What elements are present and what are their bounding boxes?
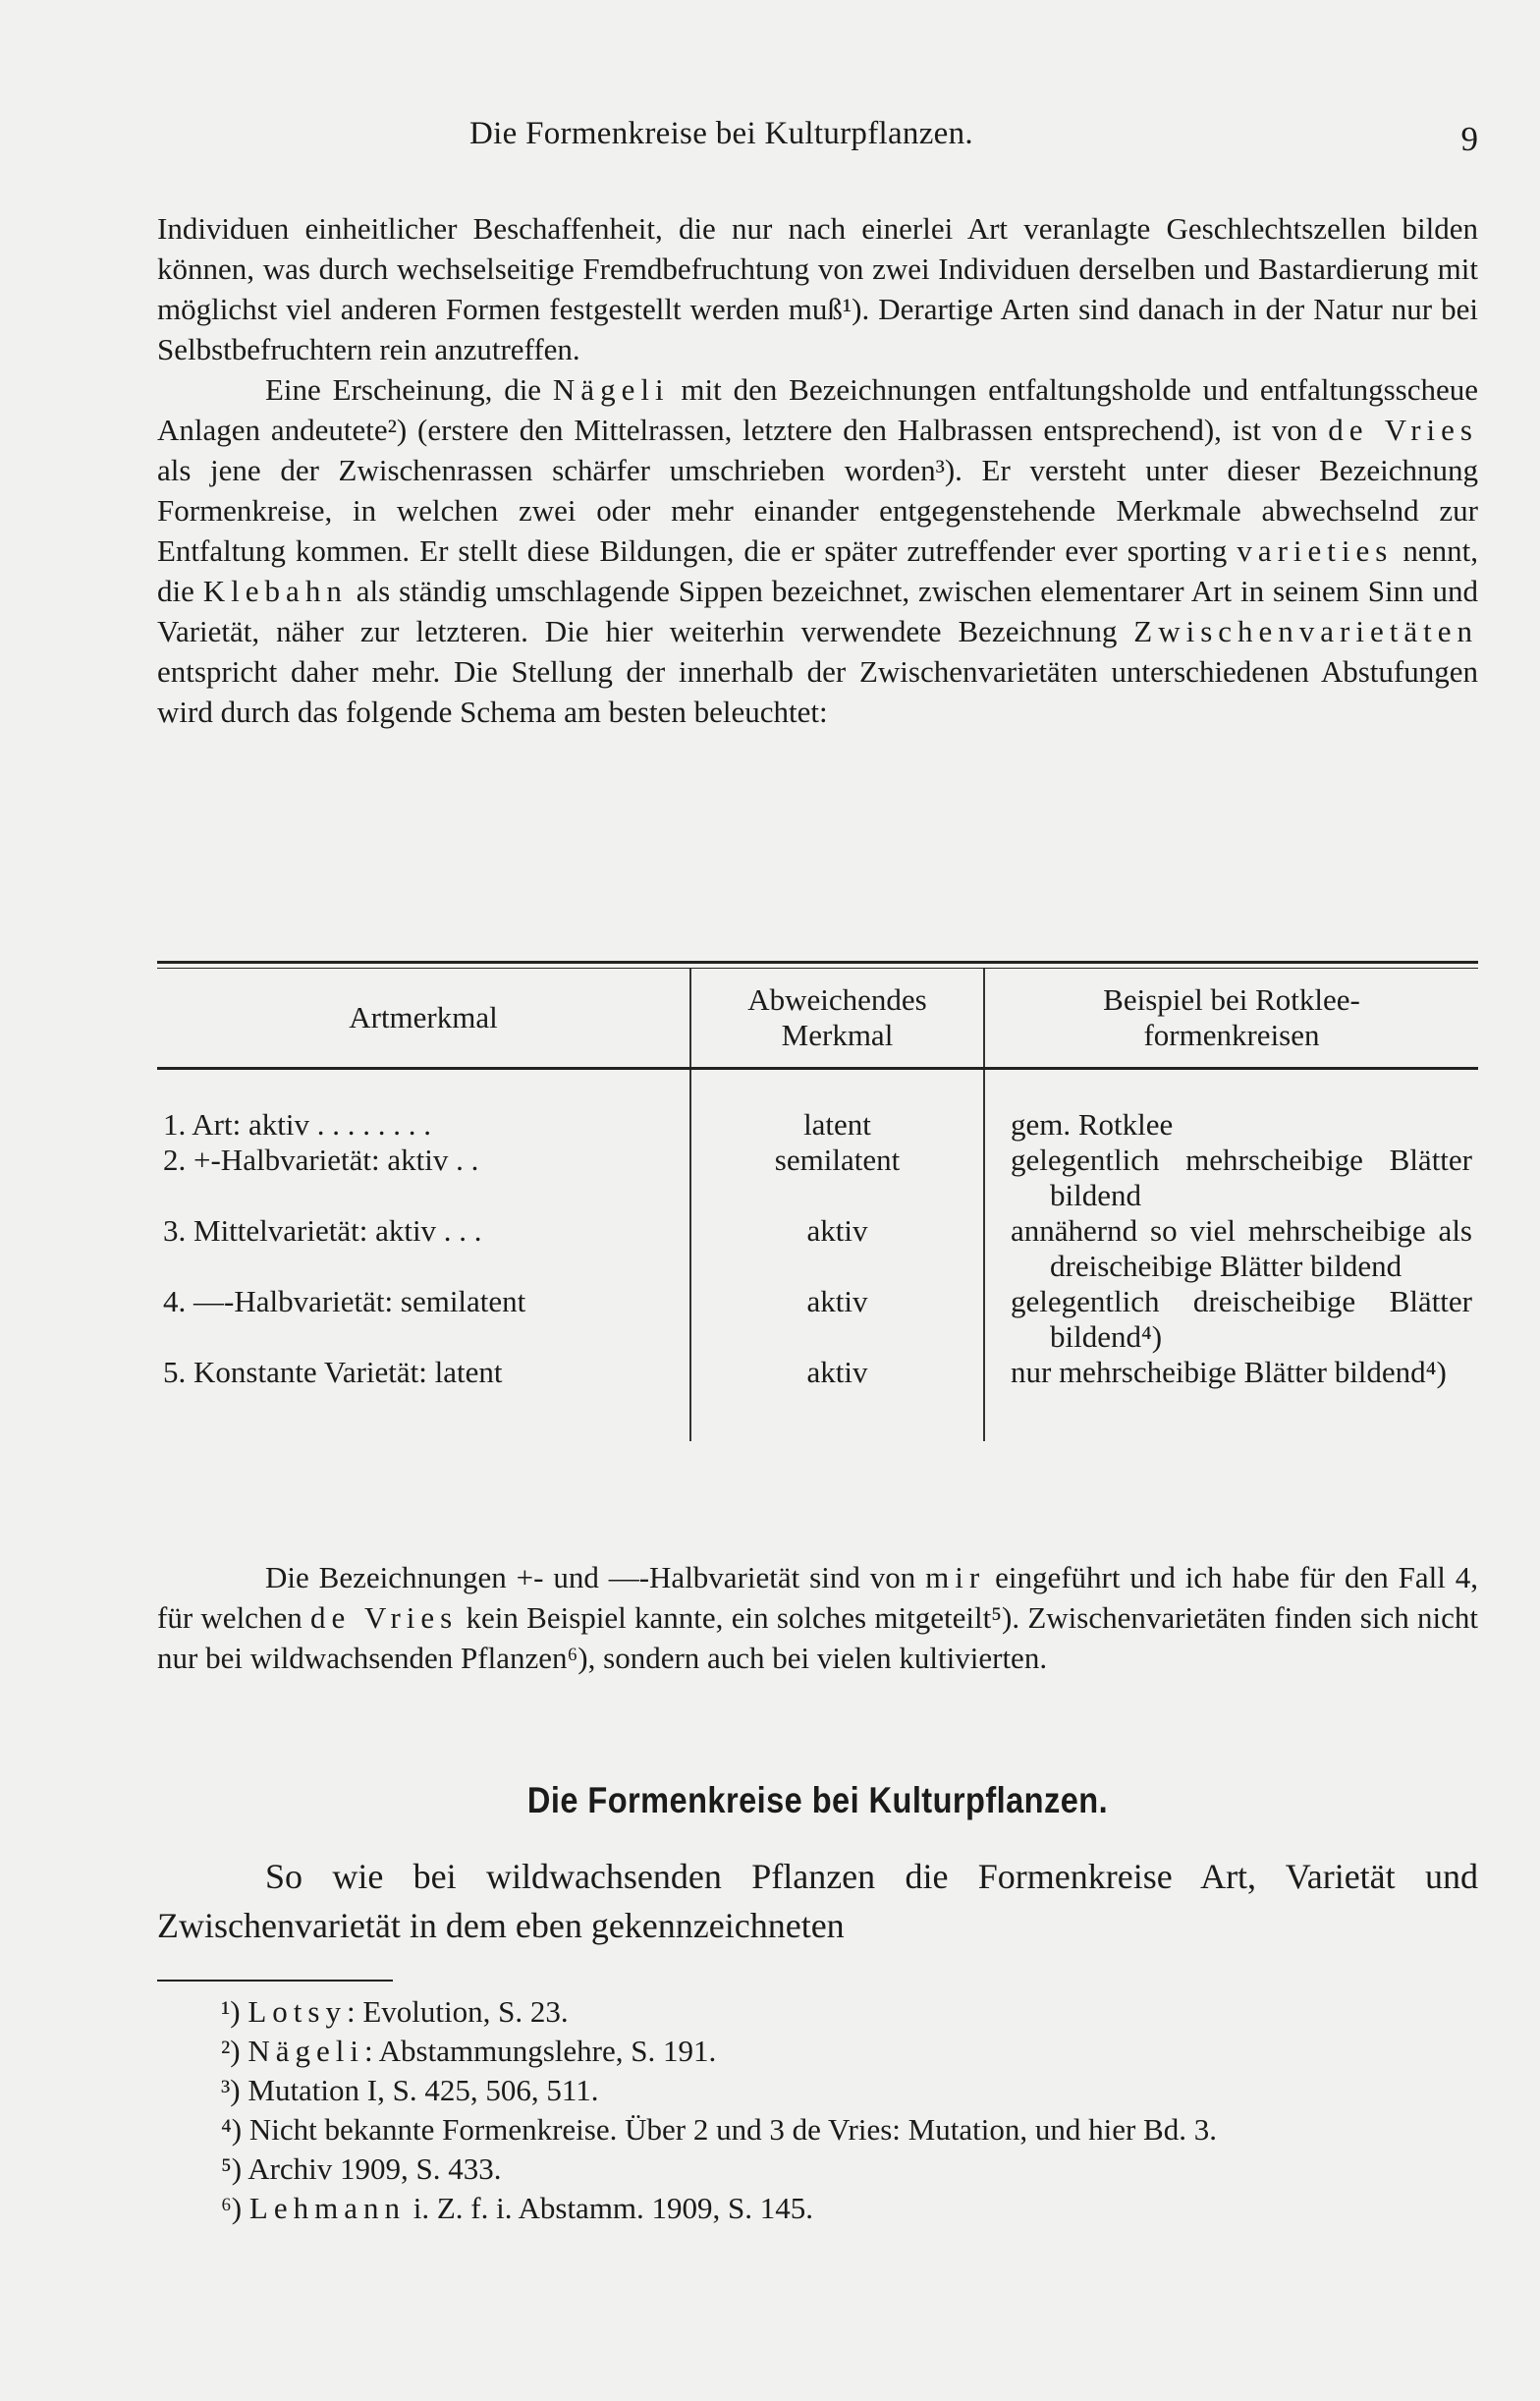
cell-artmerkmal: 4. —-Halbvarietät: semilatent: [163, 1284, 526, 1318]
cell-beispiel: [984, 1284, 1478, 1355]
footnotes: [157, 1992, 1478, 2228]
author-klebahn: Klebahn: [202, 574, 348, 608]
footnote-text: : Evolution, S. 23.: [347, 1994, 569, 2029]
cell-text: gelegentlich mehrscheibige Blätter bildend: [1011, 1143, 1472, 1212]
table-row: [157, 1213, 1478, 1284]
schema-table: [157, 969, 1478, 1441]
footnote-author: Lotsy: [248, 1994, 347, 2029]
paragraph-3: [157, 1557, 1478, 1678]
cell-beispiel: [984, 1069, 1478, 1144]
section-heading: Die Formenkreise bei Kulturpflanzen.: [526, 1780, 1109, 1820]
footnote-mark: ⁵): [221, 2151, 243, 2186]
footnote-text: Nicht bekannte Formenkreise. Über 2 und 3 de Vries: Mutation, und hier Bd. 3.: [248, 2112, 1217, 2147]
term-zwischenvarietaeten: Zwischenvarietäten: [1133, 614, 1478, 648]
body-text-top: [157, 208, 1478, 732]
header-abweichendes-merkmal: [690, 969, 984, 1069]
body-text-middle: [157, 1557, 1478, 1678]
text-run: entspricht daher mehr. Die Stellung der innerhalb der Zwischenvarietäten unterschiedenen Abstufungen wird durch das folgende Schema am besten beleuchtet:: [157, 654, 1478, 729]
footnote-2: [157, 2032, 1478, 2071]
cell-artmerkmal: 3. Mittelvarietät: aktiv . . .: [163, 1213, 482, 1248]
word-mir: mir: [925, 1560, 986, 1594]
table-header-row: [157, 969, 1478, 1069]
cell-artmerkmal: 5. Konstante Varietät: latent: [163, 1355, 503, 1389]
footnote-mark: ⁴): [221, 2112, 243, 2147]
cell-beispiel: [984, 1213, 1478, 1284]
running-title: Die Formenkreise bei Kulturpflanzen.: [469, 116, 973, 151]
cell-text: nur mehrscheibige Blätter bildend⁴): [1011, 1355, 1447, 1389]
text-run: Die Bezeichnungen +- und —-Halbvarietät sind von: [265, 1560, 926, 1594]
header-artmerkmal: Artmerkmal: [349, 1000, 498, 1034]
text-run: nennt, die: [157, 533, 1479, 608]
footnote-3: [157, 2071, 1478, 2110]
table-row: [157, 1355, 1478, 1441]
cell-text: gelegentlich dreischeibige Blätter bildend⁴): [1011, 1284, 1472, 1354]
header-beispiel: [984, 969, 1478, 1069]
footnote-text: Mutation I, S. 425, 506, 511.: [248, 2073, 599, 2107]
paragraph-1: Individuen einheitlicher Beschaffenheit, die nur nach einerlei Art veranlagte Geschlechtszellen bilden können, was durch wechselseitige Fremdbefruchtung von zwei Individuen derselben und Bastardierung mit möglichst viel anderen Formen festgestellt werden muß¹). Derartige Arten sind danach in der Natur nur bei Selbstbefruchtern rein anzutreffen.: [157, 211, 1478, 366]
paragraph-4: So wie bei wildwachsenden Pflanzen die Formenkreise Art, Varietät und Zwischenvarietät in dem eben gekennzeichneten: [157, 1857, 1478, 1945]
author-de-vries: de Vries: [309, 1600, 459, 1635]
footnote-5: [157, 2150, 1478, 2189]
text-run: mit den Bezeichnungen entfaltungsholde und entfaltungsscheue Anlagen andeutete²) (erstere den Mittelrassen, letztere den Halbrassen entsprechend), ist von: [157, 372, 1479, 447]
footnote-text: i. Z. f. i. Abstamm. 1909, S. 145.: [405, 2191, 814, 2225]
paragraph-2: [157, 369, 1478, 732]
footnote-mark: ¹): [221, 1994, 241, 2029]
table-top-rule: [157, 961, 1478, 969]
author-naegeli: Nägeli: [552, 372, 670, 407]
footnote-rule: [157, 1980, 393, 1982]
text-run: als ständig umschlagende Sippen bezeichnet, zwischen elementarer Art in seinem Sinn und Varietät, näher zur letzteren. Die hier weiterhin verwendete Bezeichnung: [157, 574, 1478, 648]
footnote-mark: ²): [221, 2034, 241, 2068]
header-text: Beispiel bei Rotklee-formenkreisen: [1103, 982, 1360, 1052]
author-de-vries: de Vries: [1328, 413, 1478, 447]
cell-abweichend: aktiv: [690, 1284, 984, 1355]
page-number: 9: [1460, 120, 1478, 158]
table-row: [157, 1143, 1478, 1213]
footnote-4: [157, 2110, 1478, 2150]
cell-artmerkmal: 2. +-Halbvarietät: aktiv . .: [163, 1143, 479, 1177]
footnote-6: [157, 2189, 1478, 2228]
footnote-author: Nägeli: [248, 2034, 365, 2068]
header-text: Abweichendes Merkmal: [747, 982, 927, 1052]
footnote-text: Archiv 1909, S. 433.: [248, 2151, 502, 2186]
term-varieties: varieties: [1237, 533, 1394, 568]
footnote-author: Lehmann: [248, 2191, 406, 2225]
text-run: Eine Erscheinung, die: [265, 372, 553, 407]
footnote-1: [157, 1992, 1478, 2032]
cell-abweichend: aktiv: [690, 1355, 984, 1441]
cell-beispiel: [984, 1143, 1478, 1213]
table-row: [157, 1284, 1478, 1355]
classification-table: [157, 961, 1478, 1441]
body-text-bottom: [157, 1852, 1478, 1950]
text-run: als jene der Zwischenrassen schärfer umschrieben worden³). Er versteht unter dieser Bezeichnung Formenkreise, in welchen zwei oder mehr einander entgegenstehende Merkmale abwechselnd zur Entfaltung kommen. Er stellt diese Bildungen, die er später zutreffender ever sporting: [157, 453, 1478, 568]
text-run: eingeführt und ich habe für den Fall 4, für welchen: [157, 1560, 1478, 1635]
cell-artmerkmal: 1. Art: aktiv . . . . . . . .: [163, 1107, 431, 1142]
running-head: [157, 116, 1478, 165]
table-row: [157, 1069, 1478, 1144]
cell-text: gem. Rotklee: [1011, 1107, 1174, 1142]
text-run: kein Beispiel kannte, ein solches mitgeteilt⁵). Zwischenvarietäten finden sich nicht nur bei wildwachsenden Pflanzen⁶), sondern auch bei vielen kultivierten.: [157, 1600, 1478, 1675]
footnote-mark: ⁶): [221, 2191, 243, 2225]
cell-abweichend: latent: [690, 1069, 984, 1144]
cell-abweichend: aktiv: [690, 1213, 984, 1284]
footnote-mark: ³): [221, 2073, 241, 2107]
cell-abweichend: semilatent: [690, 1143, 984, 1213]
cell-text: annähernd so viel mehrscheibige als dreischeibige Blätter bildend: [1011, 1213, 1472, 1283]
footnote-text: : Abstammungslehre, S. 191.: [364, 2034, 717, 2068]
cell-beispiel: [984, 1355, 1478, 1441]
